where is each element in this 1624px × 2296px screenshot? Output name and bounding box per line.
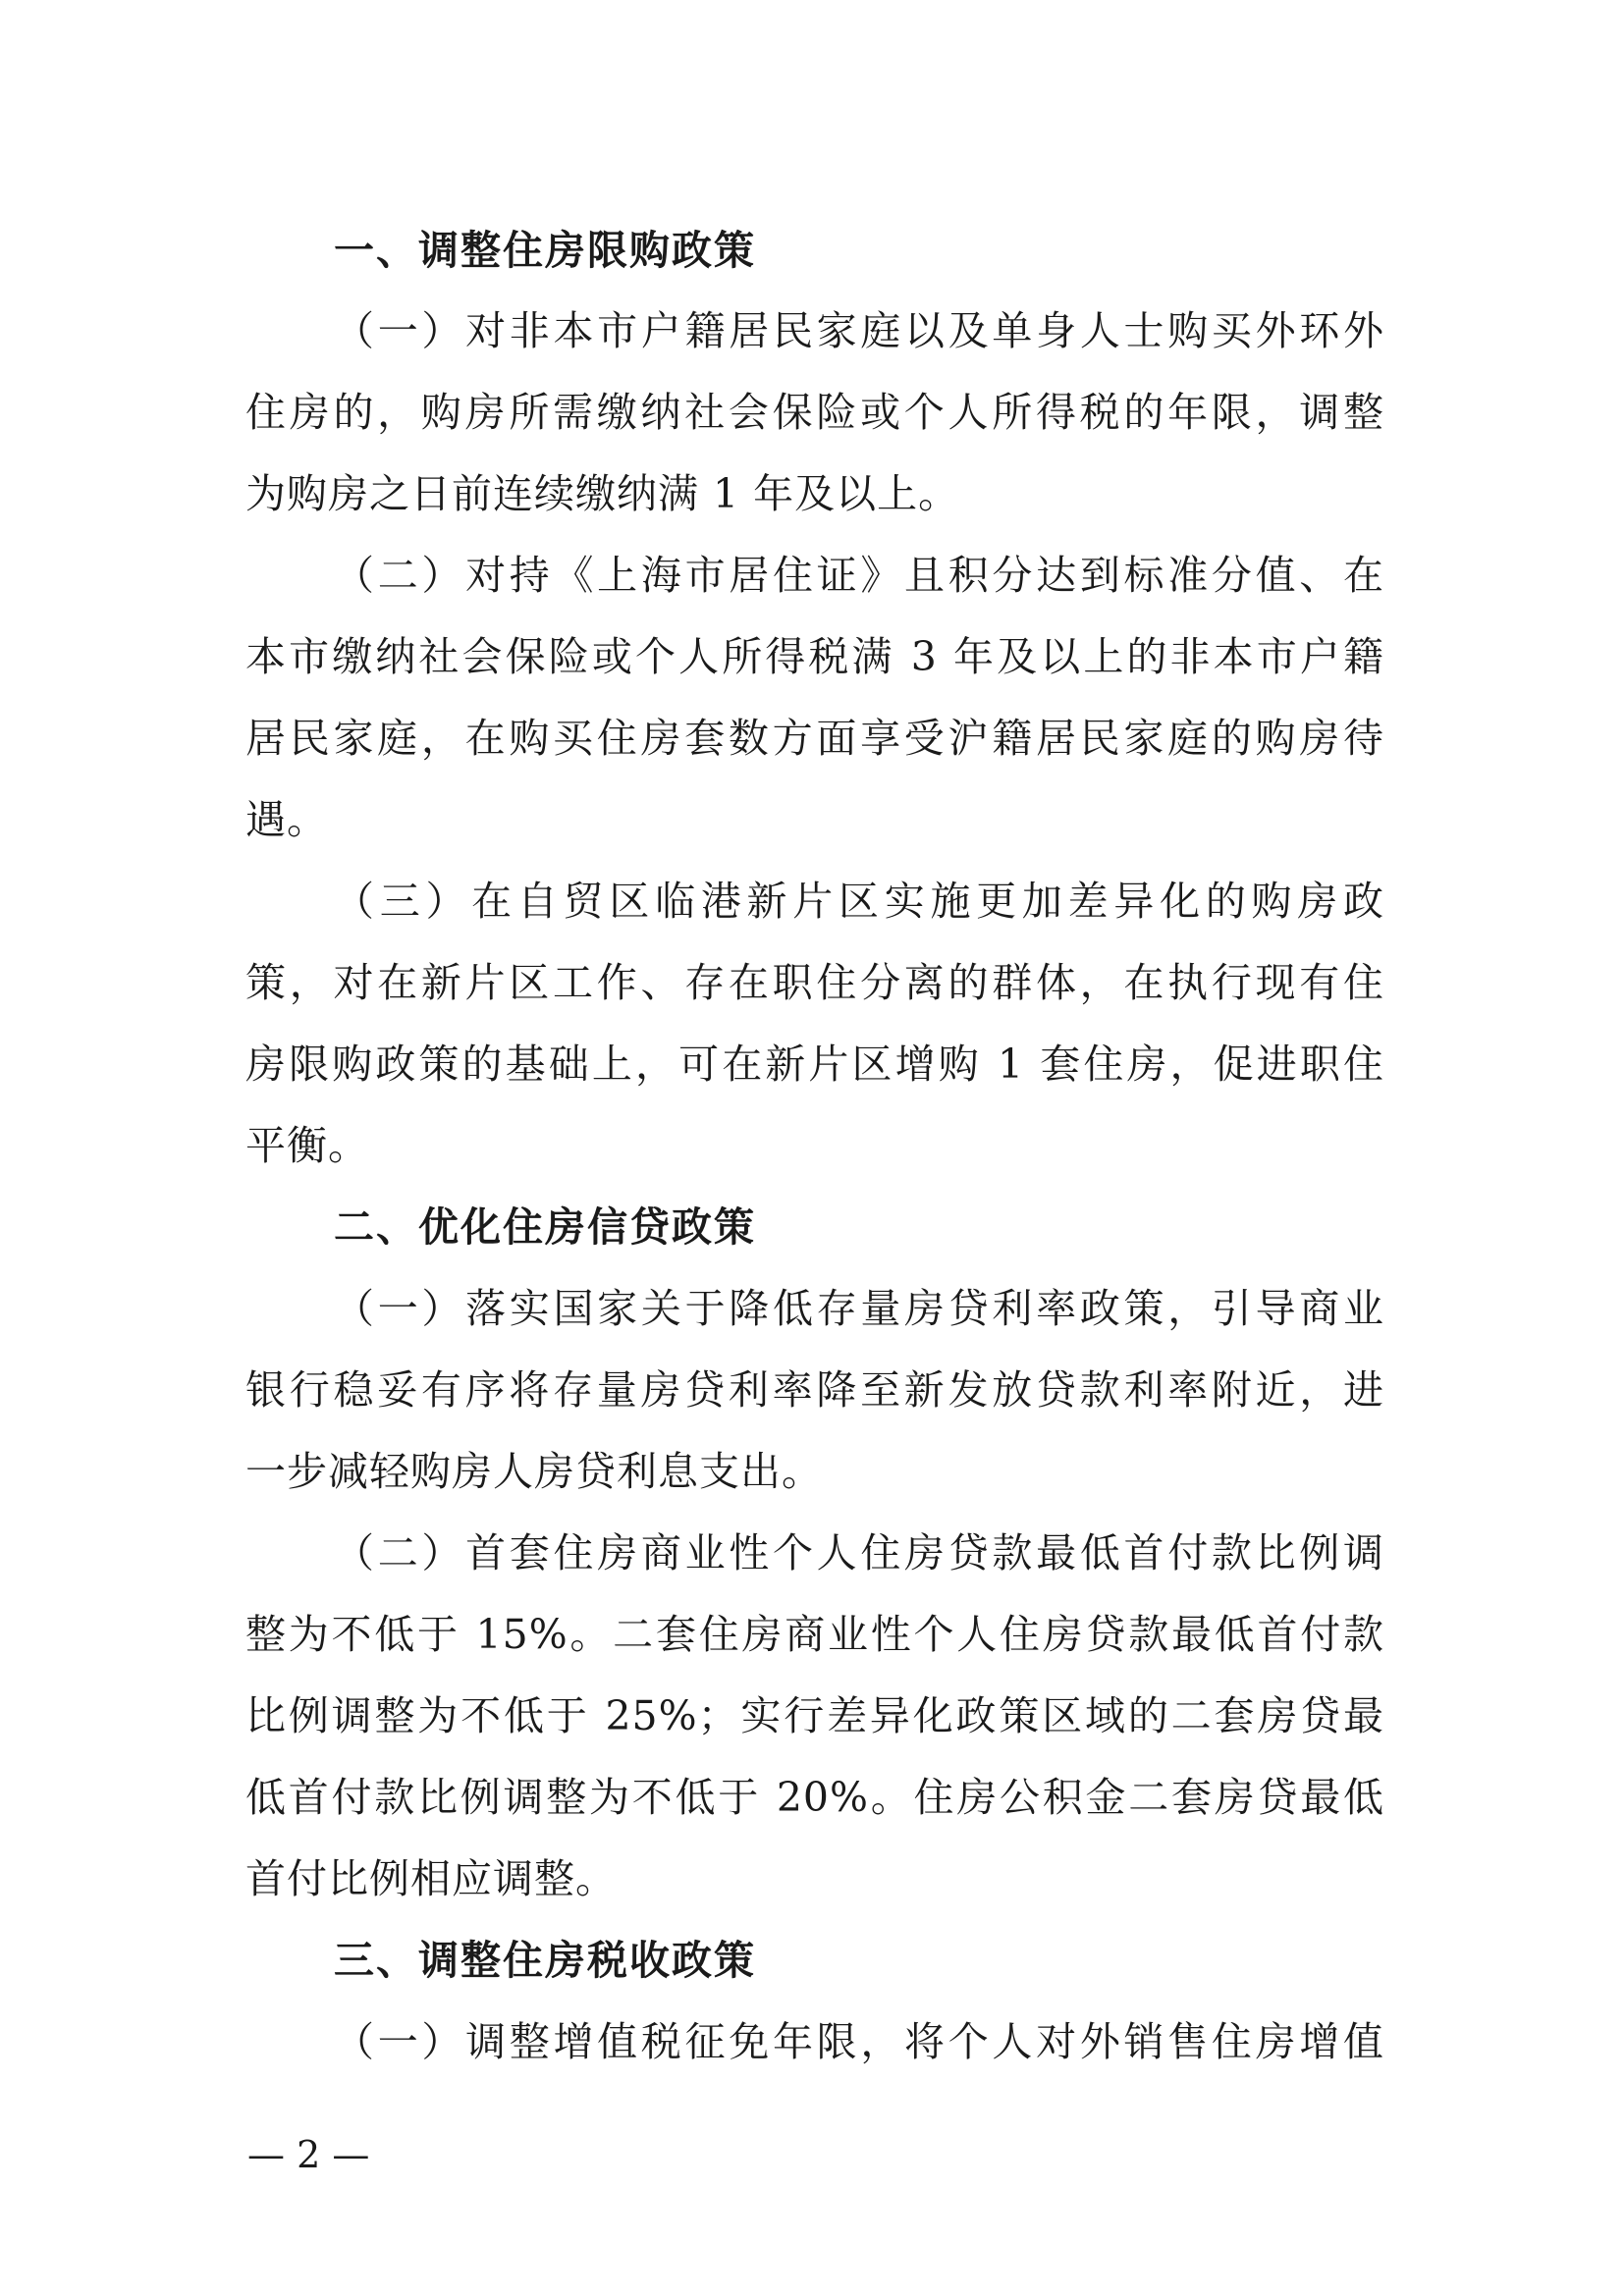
paragraph-line: 住房的，购房所需缴纳社会保险或个人所得税的年限，调整 — [245, 389, 1384, 436]
paragraph-line: （二）对持《上海市居住证》且积分达到标准分值、在 — [334, 552, 1384, 599]
paragraph-line: （三）在自贸区临港新片区实施更加差异化的购房政 — [334, 878, 1384, 925]
section-heading-1: 一、调整住房限购政策 — [334, 227, 756, 274]
paragraph-line: 为购房之日前连续缴纳满 1 年及以上。 — [245, 470, 960, 517]
paragraph-line: 比例调整为不低于 25%；实行差异化政策区域的二套房贷最 — [245, 1692, 1384, 1739]
paragraph-line: 居民家庭，在购买住房套数方面享受沪籍居民家庭的购房待 — [245, 715, 1384, 762]
paragraph-line: 整为不低于 15%。二套住房商业性个人住房贷款最低首付款 — [245, 1611, 1384, 1658]
paragraph-line: （二）首套住房商业性个人住房贷款最低首付款比例调 — [334, 1529, 1384, 1576]
paragraph-line: （一）调整增值税征免年限，将个人对外销售住房增值 — [334, 2018, 1384, 2065]
paragraph-line: 策，对在新片区工作、存在职住分离的群体，在执行现有住 — [245, 959, 1384, 1006]
paragraph-line: 首付比例相应调整。 — [245, 1855, 617, 1902]
paragraph-line: 一步减轻购房人房贷利息支出。 — [245, 1448, 823, 1495]
paragraph-line: 低首付款比例调整为不低于 20%。住房公积金二套房贷最低 — [245, 1774, 1384, 1821]
paragraph-line: 遇。 — [245, 796, 328, 843]
paragraph-line: 房限购政策的基础上，可在新片区增购 1 套住房，促进职住 — [245, 1041, 1384, 1088]
page-number: — 2 — — [247, 2133, 370, 2176]
paragraph-line: 银行稳妥有序将存量房贷利率降至新发放贷款利率附近，进 — [245, 1366, 1384, 1414]
section-heading-2: 二、优化住房信贷政策 — [334, 1203, 756, 1251]
paragraph-line: （一）落实国家关于降低存量房贷利率政策，引导商业 — [334, 1285, 1384, 1332]
paragraph-line: （一）对非本市户籍居民家庭以及单身人士购买外环外 — [334, 307, 1384, 354]
paragraph-line: 平衡。 — [245, 1122, 369, 1169]
paragraph-line: 本市缴纳社会保险或个人所得税满 3 年及以上的非本市户籍 — [245, 633, 1384, 680]
section-heading-3: 三、调整住房税收政策 — [334, 1937, 756, 1984]
